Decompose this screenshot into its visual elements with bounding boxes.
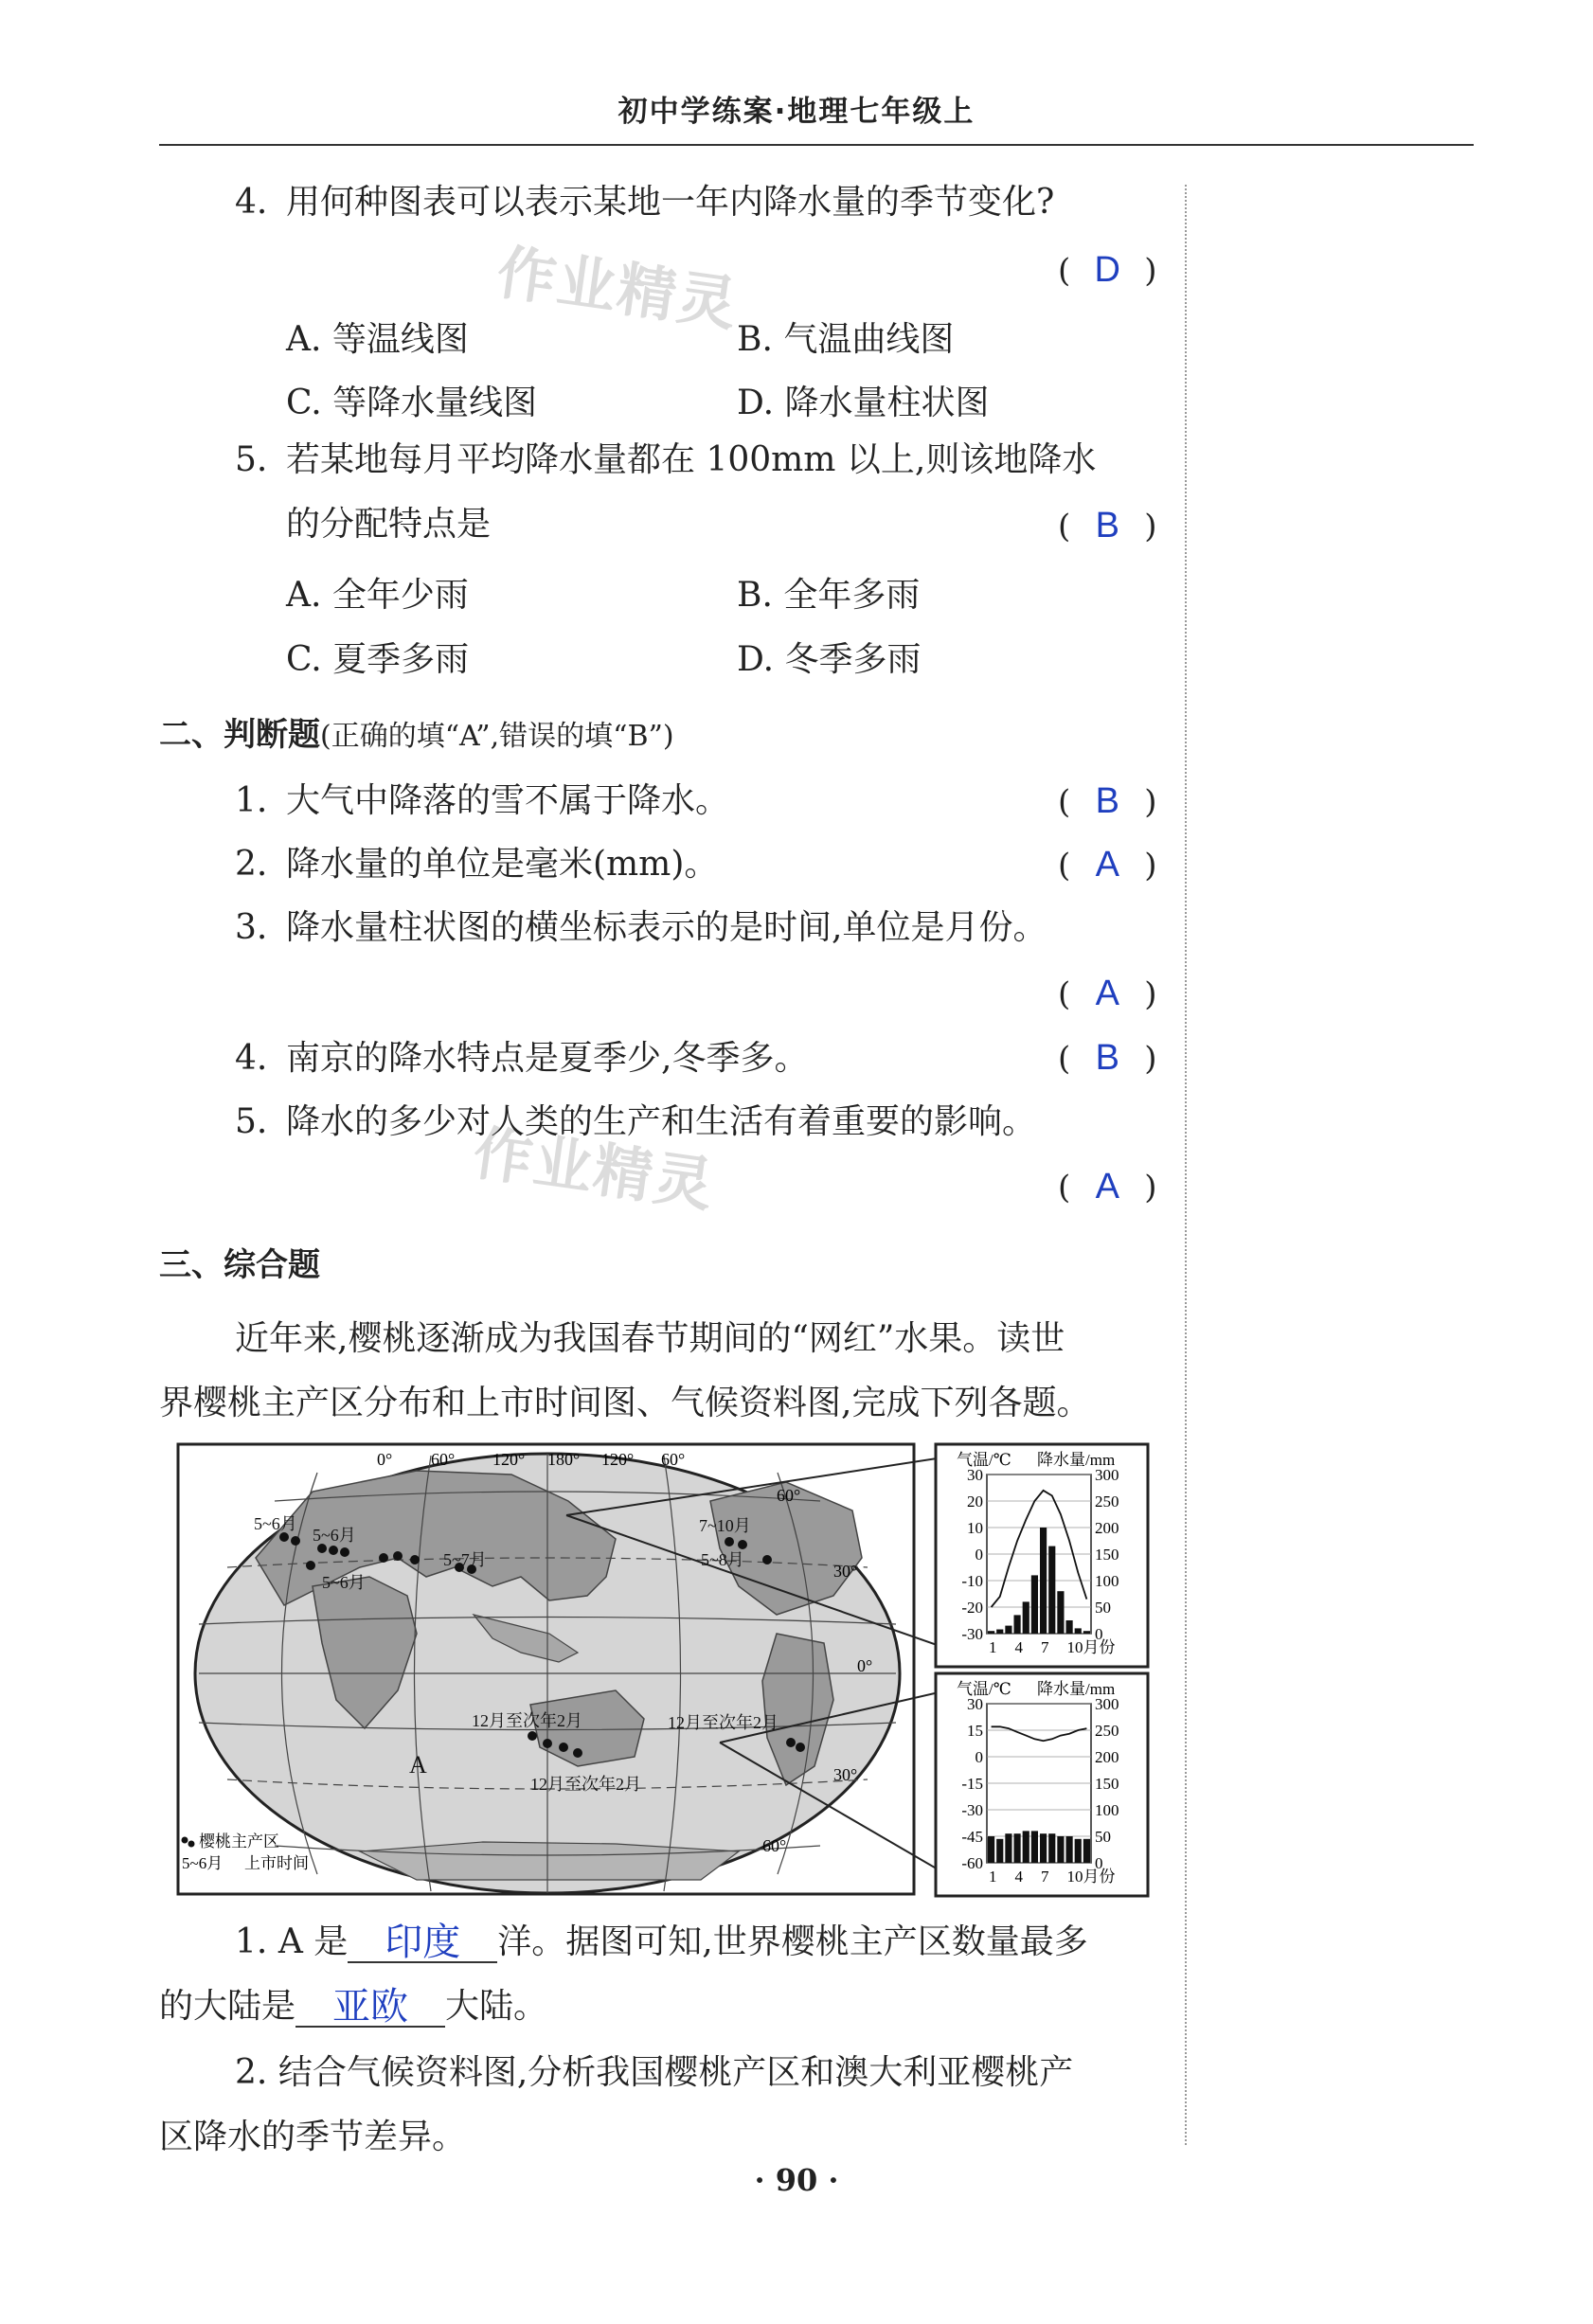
precip-tick-label: 100: [1095, 1801, 1119, 1819]
month-tick-label: 7: [1041, 1638, 1049, 1656]
comp-question-1-line2: 的大陆是 亚欧 大陆。: [159, 1986, 548, 2028]
time-label: 12月至次年2月: [668, 1713, 779, 1732]
precip-tick-label: 300: [1095, 1695, 1119, 1713]
option-c: C. 夏季多雨: [286, 640, 470, 679]
temp-tick-label: 30: [967, 1466, 983, 1484]
question-text: 用何种图表可以表示某地一年内降水量的季节变化?: [286, 183, 1055, 222]
precip-bar: [1031, 1831, 1038, 1863]
precip-bar: [1048, 1546, 1055, 1634]
month-tick-label: 1: [989, 1868, 997, 1886]
answer-blank-ocean[interactable]: 印度: [348, 1923, 497, 1963]
precip-tick-label: 150: [1095, 1775, 1119, 1793]
option-b: B. 气温曲线图: [737, 320, 955, 359]
temp-tick-label: 0: [975, 1546, 983, 1564]
precip-bar: [1031, 1575, 1038, 1634]
answer-slot: ( B ): [1058, 506, 1157, 545]
question-text-line2: 的分配特点是: [286, 505, 492, 544]
option-d: D. 降水量柱状图: [737, 384, 990, 422]
answer-slot: ( A ): [1058, 974, 1157, 1013]
option-a: A. 全年少雨: [286, 576, 469, 615]
time-label: 12月至次年2月: [530, 1775, 641, 1794]
answer: A: [1095, 845, 1119, 885]
question-4: 4. 用何种图表可以表示某地一年内降水量的季节变化?: [235, 183, 1055, 222]
lat-label: 0°: [857, 1656, 873, 1675]
precip-bar: [1066, 1620, 1073, 1634]
answer-slot: ( A ): [1058, 1167, 1157, 1207]
answer-slot: ( D ): [1058, 250, 1157, 290]
judge-item-1: 1. 大气中降落的雪不属于降水。: [235, 781, 730, 820]
time-label: 5~6月: [322, 1573, 366, 1592]
time-label: 5~7月: [443, 1550, 487, 1569]
comp-question-1: 1. A 是 印度 洋。据图可知,世界樱桃主产区数量最多: [235, 1922, 1088, 1963]
temp-tick-label: -45: [961, 1828, 983, 1846]
answer-slot: ( A ): [1058, 845, 1157, 885]
time-label: 7~10月: [699, 1516, 751, 1535]
question-text: 若某地每月平均降水量都在 100mm 以上,则该地降水: [286, 440, 1097, 479]
svg-text:气温/℃: 气温/℃: [957, 1680, 1011, 1698]
comp-question-2-line2: 区降水的季节差异。: [159, 2118, 467, 2156]
lat-label: 60°: [777, 1486, 801, 1505]
precip-tick-label: 0: [1095, 1854, 1103, 1872]
precip-tick-label: 50: [1095, 1828, 1111, 1846]
temp-tick-label: -30: [961, 1625, 983, 1643]
precip-tick-label: 250: [1095, 1493, 1119, 1511]
answer: B: [1095, 781, 1119, 821]
question-5: 5. 若某地每月平均降水量都在 100mm 以上,则该地降水: [235, 440, 1097, 479]
answer: A: [1095, 1167, 1119, 1207]
precip-bar: [988, 1836, 994, 1863]
page-header: 初中学练案·地理七年级上: [618, 95, 975, 129]
precip-bar: [1040, 1833, 1047, 1863]
precip-tick-label: 200: [1095, 1519, 1119, 1537]
option-c: C. 等降水量线图: [286, 384, 538, 422]
answer-slot: ( B ): [1058, 1038, 1157, 1078]
time-label: 5~6月: [254, 1514, 297, 1533]
lon-label: 60°: [661, 1450, 686, 1469]
month-tick-label: 10月份: [1066, 1638, 1116, 1656]
option-a: A. 等温线图: [286, 320, 469, 359]
temp-tick-label: 10: [967, 1519, 983, 1537]
precip-bar: [996, 1839, 1003, 1863]
time-label: 5~8月: [701, 1550, 744, 1569]
lat-label: 30°: [833, 1765, 858, 1784]
section-2-title: 二、判断题(正确的填“A”,错误的填“B”): [159, 716, 674, 754]
precip-bar: [1066, 1836, 1073, 1863]
precip-tick-label: 300: [1095, 1466, 1119, 1484]
precip-bar: [1005, 1626, 1011, 1634]
svg-text:降水量/mm: 降水量/mm: [1037, 1680, 1116, 1698]
precip-bar: [1023, 1831, 1029, 1863]
precip-bar: [1075, 1628, 1082, 1634]
precip-bar: [1083, 1631, 1090, 1634]
precip-tick-label: 250: [1095, 1722, 1119, 1740]
answer-blank-continent[interactable]: 亚欧: [295, 1988, 445, 2028]
lon-label: 180°: [547, 1450, 581, 1469]
precip-bar: [996, 1630, 1003, 1634]
temp-tick-label: 20: [967, 1493, 983, 1511]
judge-item-2: 2. 降水量的单位是毫米(mm)。: [235, 845, 719, 884]
svg-text:樱桃主产区: 樱桃主产区: [199, 1832, 279, 1850]
precip-bar: [1040, 1528, 1047, 1634]
answer: D: [1094, 250, 1120, 290]
svg-text:5~6月: 5~6月: [182, 1854, 224, 1872]
judge-item-5: 5. 降水的多少对人类的生产和生活有着重要的影响。: [235, 1102, 1037, 1141]
precip-tick-label: 50: [1095, 1599, 1111, 1617]
month-tick-label: 7: [1041, 1868, 1049, 1886]
temp-tick-label: -30: [961, 1801, 983, 1819]
judge-item-4: 4. 南京的降水特点是夏季少,冬季多。: [235, 1039, 809, 1078]
intro-line-1: 近年来,樱桃逐渐成为我国春节期间的“网红”水果。读世: [235, 1319, 1065, 1358]
intro-line-2: 界樱桃主产区分布和上市时间图、气候资料图,完成下列各题。: [159, 1384, 1091, 1422]
month-tick-label: 4: [1014, 1638, 1023, 1656]
precip-bar: [1048, 1833, 1055, 1863]
climate-chart-2: [936, 1673, 1148, 1896]
climate-chart-1: [936, 1444, 1148, 1667]
option-b: B. 全年多雨: [737, 576, 921, 615]
precip-tick-label: 0: [1095, 1625, 1103, 1643]
answer: A: [1095, 974, 1119, 1013]
month-tick-label: 4: [1014, 1868, 1023, 1886]
page-number: · 90 ·: [754, 2162, 839, 2198]
precip-bar: [1075, 1839, 1082, 1863]
watermark: 作业精灵: [469, 1117, 720, 1221]
lat-label: 60°: [762, 1836, 787, 1855]
temp-tick-label: -60: [961, 1854, 983, 1872]
temp-tick-label: -20: [961, 1599, 983, 1617]
precip-bar: [1014, 1615, 1021, 1634]
svg-text:降水量/mm: 降水量/mm: [1037, 1451, 1116, 1469]
option-d: D. 冬季多雨: [737, 640, 922, 679]
answer: B: [1095, 1038, 1119, 1078]
precip-tick-label: 150: [1095, 1546, 1119, 1564]
judge-item-3: 3. 降水量柱状图的横坐标表示的是时间,单位是月份。: [235, 908, 1047, 947]
temp-tick-label: 30: [967, 1695, 983, 1713]
precip-bar: [1014, 1833, 1021, 1863]
lon-label: 60°: [431, 1450, 456, 1469]
precip-bar: [1083, 1839, 1090, 1863]
cherry-figure: [170, 1435, 1165, 1899]
lat-label: 30°: [833, 1562, 858, 1581]
temp-tick-label: 0: [975, 1748, 983, 1766]
precip-bar: [1005, 1833, 1011, 1863]
time-label: 12月至次年2月: [472, 1711, 582, 1730]
lon-label: 120°: [601, 1450, 635, 1469]
temp-tick-label: -10: [961, 1572, 983, 1590]
precip-bar: [1023, 1601, 1029, 1634]
month-tick-label: 1: [989, 1638, 997, 1656]
precip-bar: [1057, 1836, 1064, 1863]
comp-question-2: 2. 结合气候资料图,分析我国樱桃产区和澳大利亚樱桃产: [235, 2053, 1074, 2092]
lon-label: 0°: [377, 1450, 393, 1469]
margin-rule: [1185, 185, 1187, 2145]
watermark: 作业精灵: [492, 237, 743, 340]
time-label: 5~6月: [313, 1526, 356, 1545]
month-tick-label: 10月份: [1066, 1868, 1116, 1886]
precip-bar: [988, 1631, 994, 1634]
temp-tick-label: -15: [961, 1775, 983, 1793]
section-3-title: 三、综合题: [159, 1246, 320, 1284]
precip-bar: [1057, 1591, 1064, 1634]
answer-slot: ( B ): [1058, 781, 1157, 821]
precip-tick-label: 200: [1095, 1748, 1119, 1766]
temp-tick-label: 15: [967, 1722, 983, 1740]
precip-tick-label: 100: [1095, 1572, 1119, 1590]
header-rule: [159, 144, 1474, 146]
answer: B: [1095, 506, 1119, 545]
svg-text:上市时间: 上市时间: [244, 1854, 309, 1872]
lon-label: 120°: [492, 1450, 526, 1469]
svg-text:气温/℃: 气温/℃: [957, 1451, 1011, 1469]
ocean-label-a: A: [409, 1751, 427, 1779]
